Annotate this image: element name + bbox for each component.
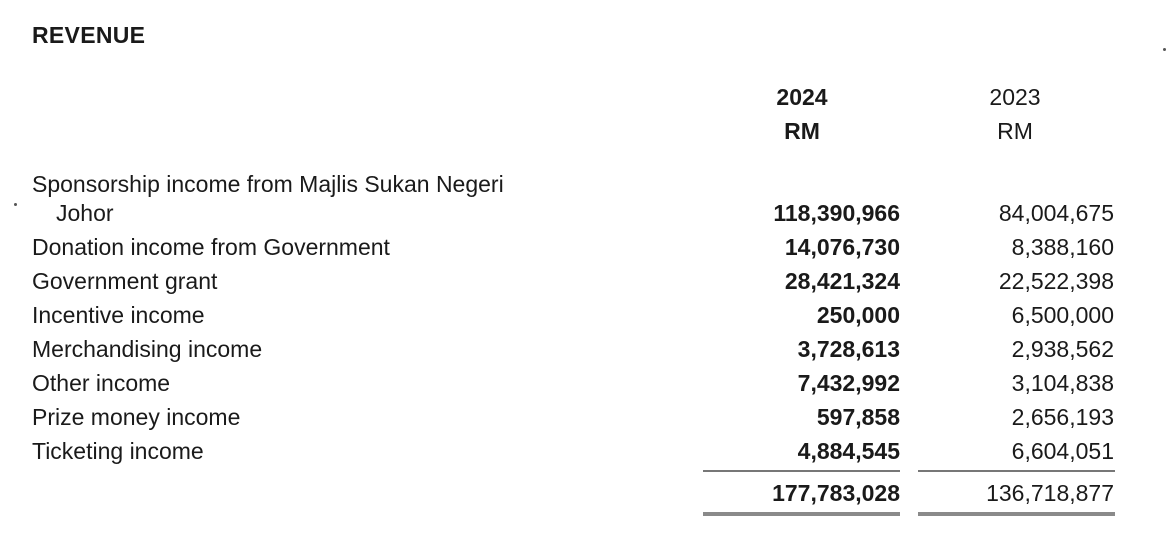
value-2024: 118,390,966 [773,200,900,226]
value-2024: 597,858 [816,404,900,430]
total-row [0,476,1170,510]
value-2023: 6,604,051 [1011,438,1114,464]
table-row [0,400,1170,434]
subtotal-rule-2024 [703,470,900,472]
value-2023: 84,004,675 [998,200,1114,226]
row-label: Government grant [32,268,218,294]
total-underline-2024 [703,512,900,516]
row-label: Merchandising income [32,336,263,362]
row-label: Prize money income [32,404,241,430]
total-underline-2023 [918,512,1115,516]
table-row [0,366,1170,400]
value-2023: 8,388,160 [1011,234,1114,260]
row-label: Sponsorship income from Majlis Sukan Negeri [32,171,504,197]
column-year-2024: 2024 [776,84,828,110]
value-2023: 6,500,000 [1011,302,1114,328]
value-2023: 2,656,193 [1011,404,1114,430]
value-2024: 4,884,545 [797,438,900,464]
scan-speck [14,203,17,206]
row-label: Donation income from Government [32,234,390,260]
column-header-2024 [742,80,862,148]
value-2023: 2,938,562 [1011,336,1114,362]
value-2023: 3,104,838 [1011,370,1114,396]
column-unit-2023: RM [997,118,1033,144]
total-2024: 177,783,028 [772,480,900,506]
table-row [0,434,1170,468]
total-2023: 136,718,877 [986,480,1114,506]
column-unit-2024: RM [784,118,820,144]
table-row [0,298,1170,332]
value-2024: 28,421,324 [784,268,900,294]
row-label: Incentive income [32,302,205,328]
column-header-2023 [955,80,1075,148]
scan-speck [1163,48,1166,51]
table-row-continued [0,196,1170,230]
value-2024: 250,000 [816,302,900,328]
value-2024: 7,432,992 [797,370,900,396]
section-title: REVENUE [32,22,146,48]
row-label: Other income [32,370,171,396]
value-2024: 3,728,613 [797,336,900,362]
table-row [0,332,1170,366]
column-year-2023: 2023 [989,84,1041,110]
value-2023: 22,522,398 [998,268,1114,294]
value-2024: 14,076,730 [784,234,900,260]
row-label: Ticketing income [32,438,204,464]
row-label-continued: Johor [56,200,114,226]
table-row [0,264,1170,298]
table-row [0,230,1170,264]
subtotal-rule-2023 [918,470,1115,472]
